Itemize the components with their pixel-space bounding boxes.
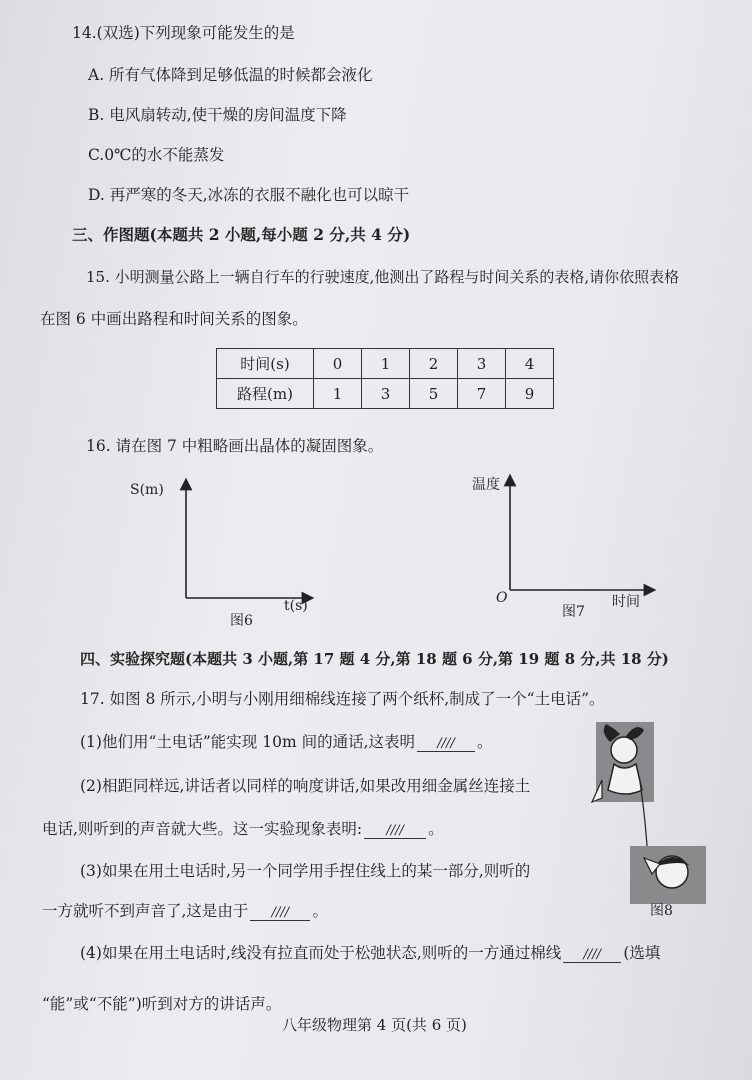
girl-body — [608, 764, 642, 794]
table-cell: 7 — [458, 379, 506, 409]
page-footer: 八年级物理第 4 页(共 6 页) — [282, 1016, 467, 1034]
table-cell: 3 — [362, 379, 410, 409]
answer-blank[interactable]: //// — [250, 906, 310, 921]
table-cell: 2 — [410, 349, 458, 379]
table-header-time: 时间(s) — [217, 349, 314, 379]
q15-line1: 15. 小明测量公路上一辆自行车的行驶速度,他测出了路程与时间关系的表格,请你依照表格 — [86, 268, 680, 286]
q17-part2-line2: 电话,则听到的声音就大些。这一实验现象表明: //// 。 — [42, 820, 444, 838]
table-cell: 1 — [362, 349, 410, 379]
fig7-x-label: 时间 — [612, 594, 640, 610]
q16-stem: 16. 请在图 7 中粗略画出晶体的凝固图象。 — [86, 437, 384, 455]
q17-part3-line2: 一方就听不到声音了,这是由于 //// 。 — [42, 902, 328, 920]
fig6-caption: 图6 — [230, 613, 253, 629]
figure-8-tin-can-phone-illustration — [588, 720, 712, 910]
answer-blank[interactable]: //// — [364, 824, 426, 839]
table-cell: 4 — [506, 349, 554, 379]
table-cell: 1 — [314, 379, 362, 409]
q15-line2: 在图 6 中画出路程和时间关系的图象。 — [40, 310, 308, 328]
section-4-heading: 四、实验探究题(本题共 3 小题,第 17 题 4 分,第 18 题 6 分,第 19 题 8 分,共 18 分) — [80, 650, 669, 668]
table-cell: 0 — [314, 349, 362, 379]
q14-option-a: A. 所有气体降到足够低温的时候都会液化 — [88, 66, 373, 84]
table-cell: 5 — [410, 379, 458, 409]
table-header-distance: 路程(m) — [217, 379, 314, 409]
answer-blank[interactable]: //// — [563, 948, 621, 963]
q14-option-c: C.0℃的水不能蒸发 — [88, 146, 225, 164]
fig7-caption: 图7 — [562, 604, 585, 620]
q14-option-b: B. 电风扇转动,使干燥的房间温度下降 — [88, 106, 347, 124]
fig6-x-label: t(s) — [284, 598, 308, 614]
girl-head — [611, 737, 637, 763]
q17-part2-line1: (2)相距同样远,讲话者以同样的响度讲话,如果改用细金属丝连接土 — [80, 777, 531, 795]
q17-part3-line1: (3)如果在用土电话时,另一个同学用手捏住线上的某一部分,则听的 — [80, 862, 531, 880]
figure-6-axes — [186, 484, 308, 598]
answer-blank[interactable]: //// — [417, 737, 475, 752]
q14-stem: 14.(双选)下列现象可能发生的是 — [72, 24, 295, 42]
table-cell: 3 — [458, 349, 506, 379]
q17-part1: (1)他们用“土电话”能实现 10m 间的通话,这表明 //// 。 — [80, 733, 493, 751]
q17-part4-line1: (4)如果在用土电话时,线没有拉直而处于松弛状态,则听的一方通过棉线 //// (选填 — [80, 944, 661, 962]
figure-7-axes — [510, 480, 650, 590]
fig7-origin: O — [496, 590, 508, 606]
fig8-caption: 图8 — [650, 903, 673, 919]
fig7-y-label: 温度 — [472, 477, 500, 493]
q17-part4-line2: “能”或“不能”)听到对方的讲话声。 — [42, 995, 282, 1013]
fig6-y-label: S(m) — [130, 482, 164, 498]
section-3-heading: 三、作图题(本题共 2 小题,每小题 2 分,共 4 分) — [72, 225, 411, 244]
q17-stem: 17. 如图 8 所示,小明与小刚用细棉线连接了两个纸杯,制成了一个“土电话”。 — [80, 690, 605, 708]
table-cell: 9 — [506, 379, 554, 409]
q14-option-d: D. 再严寒的冬天,冰冻的衣服不融化也可以晾干 — [88, 186, 410, 204]
